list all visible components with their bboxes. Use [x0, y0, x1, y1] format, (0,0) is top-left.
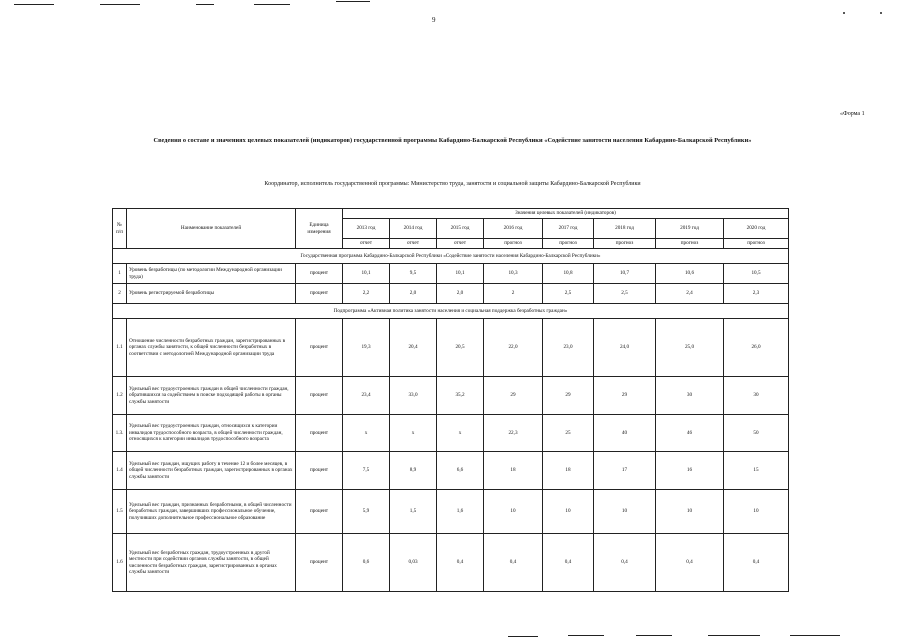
- row-number: 1.4: [113, 452, 127, 490]
- table-row: [113, 284, 789, 304]
- value-cell: 30: [656, 377, 724, 415]
- scan-artifact: [196, 4, 214, 5]
- value-cell: 10,3: [484, 264, 543, 284]
- value-cell: 1,6: [437, 490, 484, 534]
- value-cell: 0,4: [543, 534, 594, 592]
- scan-artifact: [843, 12, 845, 14]
- indicator-name: Удельный вес трудоустроенных граждан в общей численности граждан, обратившихся за содействием в поиске подходящей работы в органы службы занятости: [127, 377, 296, 415]
- table-row: [113, 452, 789, 490]
- header-status: отчет: [437, 239, 484, 249]
- value-cell: 23,4: [343, 377, 390, 415]
- indicator-name: Удельный вес граждан, ищущих работу в течение 12 и более месяцев, в общей численности безработных граждан, зарегистрированных в органах службы занятости: [127, 452, 296, 490]
- value-cell: 20,4: [390, 319, 437, 377]
- table-row: [113, 415, 789, 452]
- header-status: прогноз: [594, 239, 656, 249]
- value-cell: 7,5: [343, 452, 390, 490]
- indicator-unit: процент: [296, 534, 343, 592]
- indicator-unit: процент: [296, 264, 343, 284]
- header-year: 2014 год: [390, 219, 437, 239]
- value-cell: 5,9: [343, 490, 390, 534]
- indicator-name: Удельный вес трудоустроенных граждан, относящихся к категории инвалидов трудоспособного возраста, в общей численности граждан, относящихся к категории инвалидов трудоспособного возраста: [127, 415, 296, 452]
- form-label: «Форма 1: [840, 111, 865, 117]
- value-cell: 2: [484, 284, 543, 304]
- value-cell: х: [343, 415, 390, 452]
- section-program-title: Государственная программа Кабардино-Балкарской Республики «Содействие занятости населения Кабардино-Балкарской Республики»: [113, 249, 789, 264]
- header-unit: Единица измерения: [296, 209, 343, 249]
- value-cell: 2,4: [656, 284, 724, 304]
- indicator-unit: процент: [296, 284, 343, 304]
- value-cell: 2,0: [390, 284, 437, 304]
- value-cell: 25: [543, 415, 594, 452]
- indicators-table: [112, 208, 789, 592]
- header-status: отчет: [390, 239, 437, 249]
- header-indicator-values: Значения целевых показателей (индикаторов): [343, 209, 789, 219]
- value-cell: 0,4: [437, 534, 484, 592]
- section-subprogram-title: Подпрограмма «Активная политика занятости населения и социальная поддержка безработных граждан»: [113, 304, 789, 319]
- value-cell: х: [437, 415, 484, 452]
- table-row: [113, 264, 789, 284]
- value-cell: 22,3: [484, 415, 543, 452]
- value-cell: 10,5: [724, 264, 789, 284]
- scan-artifact: [790, 635, 840, 636]
- value-cell: 50: [724, 415, 789, 452]
- document-title: Сведения о составе и значениях целевых показателей (индикаторов) государственной программы Кабардино-Балкарской Республики «Содействие занятости населения Кабардино-Балкарской Республики»: [153, 137, 752, 144]
- value-cell: 40: [594, 415, 656, 452]
- value-cell: 29: [484, 377, 543, 415]
- value-cell: 10: [543, 490, 594, 534]
- header-year: 2017 год: [543, 219, 594, 239]
- header-num: № п/п: [113, 209, 127, 249]
- header-year: 2013 год: [343, 219, 390, 239]
- value-cell: 25,0: [656, 319, 724, 377]
- value-cell: 23,0: [543, 319, 594, 377]
- value-cell: 24,0: [594, 319, 656, 377]
- header-status: прогноз: [543, 239, 594, 249]
- scan-artifact: [14, 4, 54, 5]
- value-cell: 2,3: [724, 284, 789, 304]
- header-year: 2020 год: [724, 219, 789, 239]
- indicator-name: Отношение численности безработных граждан, зарегистрированных в органах службы занятости, к общей численности безработных в соответствии с методологией Международной организации труда: [127, 319, 296, 377]
- indicator-unit: процент: [296, 415, 343, 452]
- value-cell: 2,0: [437, 284, 484, 304]
- table-row: [113, 377, 789, 415]
- value-cell: 26,0: [724, 319, 789, 377]
- value-cell: 29: [594, 377, 656, 415]
- value-cell: 16: [656, 452, 724, 490]
- value-cell: 0,4: [724, 534, 789, 592]
- row-number: 2: [113, 284, 127, 304]
- value-cell: 22,0: [484, 319, 543, 377]
- value-cell: 18: [484, 452, 543, 490]
- value-cell: х: [390, 415, 437, 452]
- scan-artifact: [636, 635, 672, 636]
- header-year: 2018 год: [594, 219, 656, 239]
- value-cell: 2,5: [594, 284, 656, 304]
- value-cell: 10,1: [437, 264, 484, 284]
- indicator-unit: процент: [296, 490, 343, 534]
- header-status: прогноз: [656, 239, 724, 249]
- row-number: 1.6: [113, 534, 127, 592]
- value-cell: 46: [656, 415, 724, 452]
- indicator-unit: процент: [296, 452, 343, 490]
- header-year: 2019 год: [656, 219, 724, 239]
- scan-artifact: [568, 635, 604, 636]
- value-cell: 2,5: [543, 284, 594, 304]
- value-cell: 29: [543, 377, 594, 415]
- value-cell: 0,03: [390, 534, 437, 592]
- coordinator-line: Координатор, исполнитель государственной программы: Министерство труда, занятости и социальной защиты Кабардино-Балкарской Республики: [264, 181, 641, 187]
- header-year: 2016 год: [484, 219, 543, 239]
- scan-artifact: [336, 1, 370, 2]
- value-cell: 2,2: [343, 284, 390, 304]
- value-cell: 10: [594, 490, 656, 534]
- row-number: 1.2: [113, 377, 127, 415]
- value-cell: 19,3: [343, 319, 390, 377]
- value-cell: 15: [724, 452, 789, 490]
- value-cell: 10,6: [656, 264, 724, 284]
- value-cell: 0,4: [594, 534, 656, 592]
- header-status: отчет: [343, 239, 390, 249]
- scan-artifact: [508, 636, 538, 637]
- value-cell: 17: [594, 452, 656, 490]
- row-number: 1: [113, 264, 127, 284]
- header-indicator-name: Наименование показателей: [127, 209, 296, 249]
- value-cell: 9,5: [390, 264, 437, 284]
- value-cell: 18: [543, 452, 594, 490]
- value-cell: 1,5: [390, 490, 437, 534]
- table-row: [113, 319, 789, 377]
- row-number: 1.1: [113, 319, 127, 377]
- value-cell: 0,6: [343, 534, 390, 592]
- scan-artifact: [708, 635, 760, 636]
- scan-artifact: [880, 12, 882, 14]
- row-number: 1.5: [113, 490, 127, 534]
- header-status: прогноз: [724, 239, 789, 249]
- value-cell: 6,6: [437, 452, 484, 490]
- value-cell: 33,0: [390, 377, 437, 415]
- indicator-unit: процент: [296, 319, 343, 377]
- page-number: 9: [432, 16, 436, 24]
- table-row: [113, 534, 789, 592]
- value-cell: 0,4: [656, 534, 724, 592]
- scan-artifact: [254, 4, 290, 5]
- scan-artifact: [100, 4, 140, 5]
- indicator-name: Удельный вес граждан, признанных безработными, в общей численности безработных граждан, завершивших профессиональное обучение, получивших дополнительное профессиональное образование: [127, 490, 296, 534]
- value-cell: 20,5: [437, 319, 484, 377]
- value-cell: 10: [484, 490, 543, 534]
- value-cell: 10: [724, 490, 789, 534]
- indicator-name: Уровень безработицы (по методологии Международной организации труда): [127, 264, 296, 284]
- indicator-unit: процент: [296, 377, 343, 415]
- row-number: 1.3.: [113, 415, 127, 452]
- value-cell: 10: [656, 490, 724, 534]
- value-cell: 10,1: [343, 264, 390, 284]
- value-cell: 0,4: [484, 534, 543, 592]
- value-cell: 10,7: [594, 264, 656, 284]
- header-status: прогноз: [484, 239, 543, 249]
- value-cell: 35,2: [437, 377, 484, 415]
- value-cell: 8,9: [390, 452, 437, 490]
- value-cell: 30: [724, 377, 789, 415]
- table-row: [113, 490, 789, 534]
- value-cell: 10,8: [543, 264, 594, 284]
- header-year: 2015 год: [437, 219, 484, 239]
- indicator-name: Удельный вес безработных граждан, трудоустроенных в другой местности при содействии органов службы занятости, в общей численности безработных граждан, зарегистрированных в органах службы занятости: [127, 534, 296, 592]
- indicator-name: Уровень регистрируемой безработицы: [127, 284, 296, 304]
